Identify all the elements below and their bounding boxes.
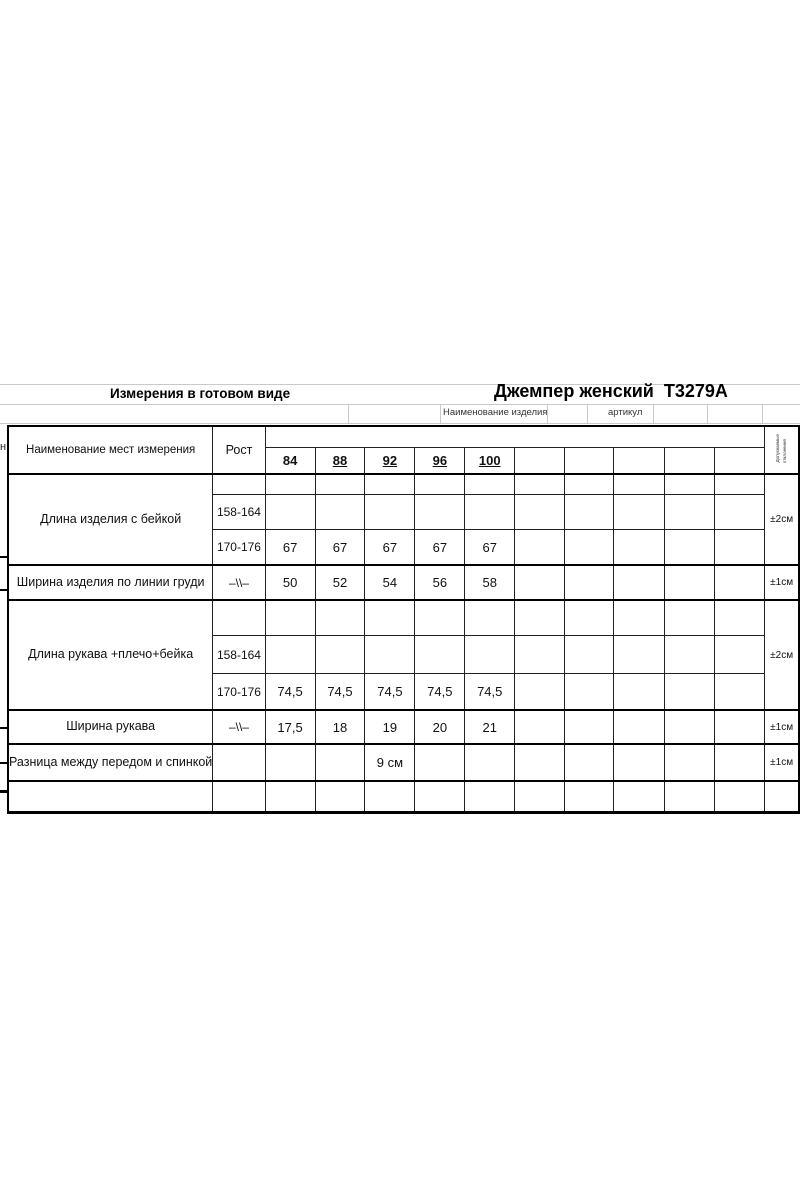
gridline [0,423,800,424]
empty-cell [714,495,765,530]
empty-cell [564,674,614,711]
tolerance-header-vertical-text: отклонения [781,438,787,463]
empty-cell [665,674,715,711]
value-cell: 20 [415,710,465,744]
empty-cell [614,744,665,781]
value-cell: 74,5 [365,674,415,711]
height-range-cell [213,744,265,781]
empty-cell [614,495,665,530]
value-cell [265,744,315,781]
measurements-table [7,425,800,814]
value-cell [365,495,415,530]
value-cell [465,474,515,495]
empty-cell [515,530,565,566]
tolerance-cell: ±2см [765,474,799,565]
value-cell: 52 [315,565,365,600]
height-range-cell: 170-176 [213,530,265,566]
empty-cell [564,495,614,530]
value-cell [265,474,315,495]
empty-cell [665,474,715,495]
value-cell: 54 [365,565,415,600]
value-cell [365,781,415,813]
tolerance-cell: ±1см [765,565,799,600]
height-range-cell: 170-176 [213,674,265,711]
gridline [707,404,708,423]
tolerance-header-vertical-text: Допускаемые [775,434,781,463]
height-range-cell [213,781,265,813]
empty-cell [714,530,765,566]
empty-cell [515,781,565,813]
empty-cell [515,474,565,495]
empty-cell [515,495,565,530]
empty-cell [665,781,715,813]
empty-header-cell [614,448,665,475]
empty-cell [564,530,614,566]
value-cell [315,744,365,781]
value-cell [465,495,515,530]
empty-cell [665,495,715,530]
empty-header-cell [714,448,765,475]
measure-header-cell: Наименование мест измерения [8,426,213,474]
value-cell: 74,5 [415,674,465,711]
value-cell [465,600,515,636]
empty-header-cell [564,448,614,475]
empty-cell [714,636,765,674]
value-cell [365,474,415,495]
height-range-cell: 158-164 [213,636,265,674]
empty-cell [515,674,565,711]
value-cell [315,781,365,813]
value-cell: 67 [415,530,465,566]
value-cell [365,600,415,636]
value-cell: 67 [365,530,415,566]
header-strip-cell [265,426,765,448]
empty-cell [564,565,614,600]
size-header-cell: 100 [465,448,515,475]
measure-label-cell: Ширина рукава [8,710,213,744]
empty-cell [614,781,665,813]
height-range-cell: –\\– [213,565,265,600]
value-cell: 74,5 [465,674,515,711]
product-title: Джемпер женский Т3279А [494,381,728,401]
height-header-cell: Рост [213,426,265,474]
value-cell [265,781,315,813]
empty-header-cell [665,448,715,475]
empty-cell [564,744,614,781]
value-cell [415,636,465,674]
article-label: артикул [608,407,643,418]
empty-cell [614,600,665,636]
empty-cell [714,565,765,600]
value-cell: 50 [265,565,315,600]
value-cell [265,636,315,674]
empty-cell [665,636,715,674]
empty-cell [564,474,614,495]
value-cell: 17,5 [265,710,315,744]
empty-cell [515,565,565,600]
size-header-cell: 84 [265,448,315,475]
height-range-cell: 158-164 [213,495,265,530]
value-cell: 67 [315,530,365,566]
empty-cell [714,710,765,744]
empty-cell [714,474,765,495]
value-cell [465,781,515,813]
empty-cell [665,710,715,744]
empty-cell [515,636,565,674]
value-cell [315,600,365,636]
value-cell [265,495,315,530]
left-edge-text-fragment: н [0,441,6,453]
value-cell [415,495,465,530]
value-cell: 67 [265,530,315,566]
empty-cell [665,565,715,600]
empty-cell [564,600,614,636]
gridline [348,404,349,423]
value-cell [315,474,365,495]
value-cell: 58 [465,565,515,600]
height-range-cell [213,600,265,636]
value-cell [465,636,515,674]
measure-label-cell: Ширина изделия по линии груди [8,565,213,600]
sheet-title: Измерения в готовом виде [110,386,291,401]
value-cell: 67 [465,530,515,566]
value-cell [415,781,465,813]
value-cell [415,600,465,636]
empty-cell [714,781,765,813]
tolerance-cell: ±2см [765,600,799,710]
empty-cell [665,530,715,566]
measure-label-cell: Разница между передом и спинкой [8,744,213,781]
gridline [762,404,763,423]
value-cell: 18 [315,710,365,744]
empty-cell [614,530,665,566]
empty-cell [564,710,614,744]
empty-cell [714,744,765,781]
empty-cell [665,600,715,636]
value-cell [415,474,465,495]
empty-cell [714,600,765,636]
empty-cell [614,710,665,744]
empty-cell [614,674,665,711]
size-header-cell: 88 [315,448,365,475]
value-cell [315,495,365,530]
empty-cell [515,744,565,781]
tolerance-cell: ±1см [765,744,799,781]
value-cell: 9 см [365,744,415,781]
empty-cell [515,600,565,636]
empty-cell [614,474,665,495]
value-cell: 74,5 [265,674,315,711]
measure-label-cell: Длина изделия с бейкой [8,474,213,565]
value-cell: 74,5 [315,674,365,711]
empty-cell [564,636,614,674]
tolerance-cell: ±1см [765,710,799,744]
value-cell [465,744,515,781]
value-cell: 21 [465,710,515,744]
measure-label-cell: Длина рукава +плечо+бейка [8,600,213,710]
gridline [0,404,800,405]
product-name-label: Наименование изделия [443,407,548,418]
empty-cell [665,744,715,781]
gridline [653,404,654,423]
value-cell [315,636,365,674]
gridline [587,404,588,423]
measure-label-cell [8,781,213,813]
empty-cell [515,710,565,744]
height-range-cell [213,474,265,495]
value-cell [415,744,465,781]
tolerance-cell [765,781,799,813]
empty-cell [564,781,614,813]
size-header-cell: 92 [365,448,415,475]
value-cell: 19 [365,710,415,744]
empty-cell [614,636,665,674]
size-header-cell: 96 [415,448,465,475]
value-cell: 56 [415,565,465,600]
value-cell [265,600,315,636]
empty-cell [714,674,765,711]
empty-cell [614,565,665,600]
gridline [440,404,441,423]
height-range-cell: –\\– [213,710,265,744]
value-cell [365,636,415,674]
tolerance-header-cell [765,426,799,474]
empty-header-cell [515,448,565,475]
